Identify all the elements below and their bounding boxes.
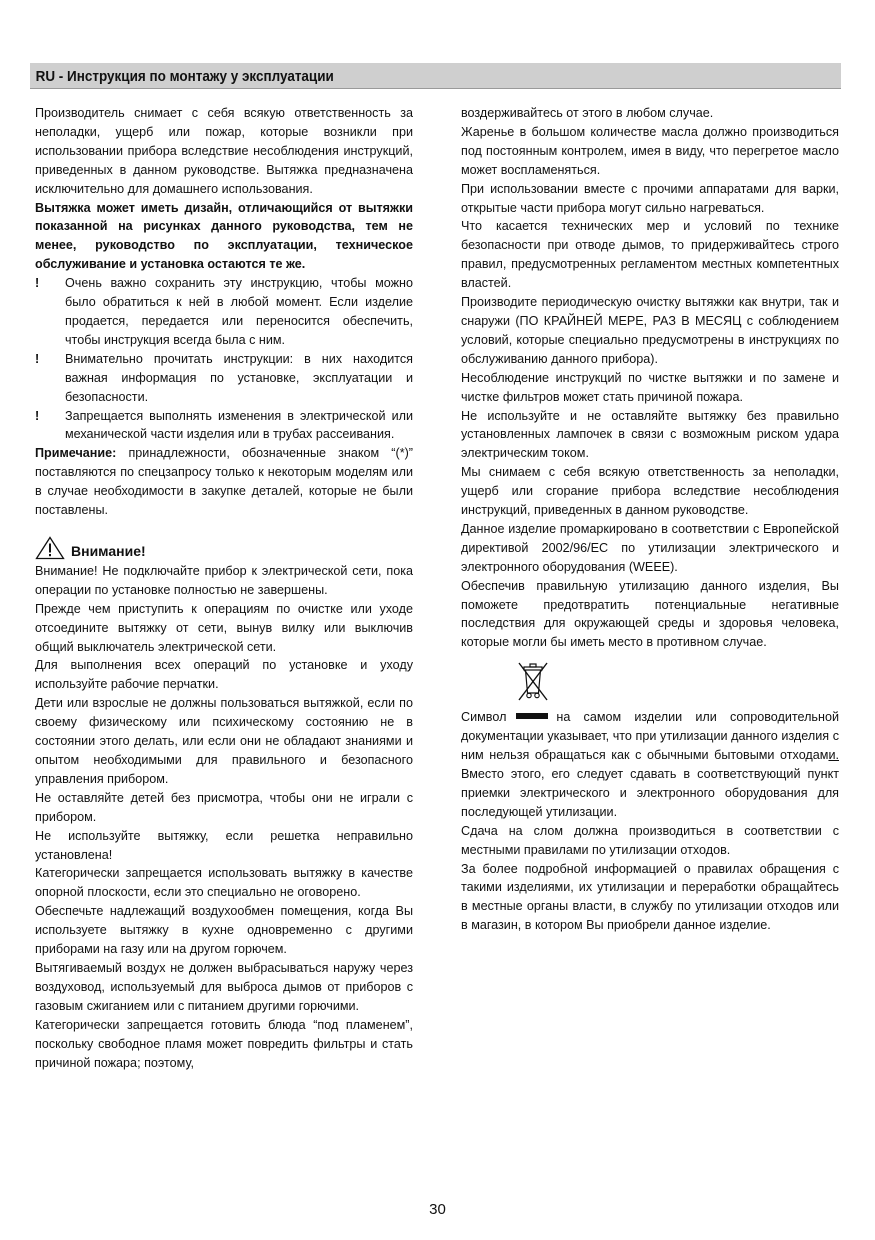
exclamation-icon: ! (35, 351, 40, 366)
safety-paragraph: Внимание! Не подключайте прибор к электрической сети, пока операции по установке полностью не завершены. (35, 563, 413, 597)
safety-paragraph: При использовании вместе с прочими аппаратами для варки, открытые части прибора могут сильно нагреваться. (461, 181, 839, 215)
bullet-text: Запрещается выполнять изменения в электрической или механической части изделия или в трубах рассеивания. (65, 408, 413, 442)
bullet-text: Очень важно сохранить эту инструкцию, чтобы можно было обратиться к ней в любой момент. Если изделие продается, передается или переносится обеспечить, чтобы инструкция всегда была с ним. (65, 276, 413, 347)
safety-paragraph: Не используйте и не оставляйте вытяжку без правильно установленных лампочек в связи с возможным риском удара электрическим током. (461, 408, 839, 461)
safety-paragraph: Дети или взрослые не должны пользоваться вытяжкой, если по своему физическому или психическому состоянию не в состоянии этого делать, или если они не обладают знаниями и опытом необходимыми для правильного и безопасного управления прибором. (35, 696, 413, 786)
note-text: принадлежности, обозначенные знаком “(*)” поставляются по спецзапросу только к некоторым моделям или в случае необходимости в закупке деталей, которые не были поставлены. (35, 446, 413, 518)
design-note-paragraph: Вытяжка может иметь дизайн, отличающийся от вытяжки показанной на рисунках данного руководства, тем не менее, руководство по эксплуатации, техническое обслуживание и установка остаются те же. (35, 200, 413, 272)
warning-triangle-icon (35, 536, 65, 560)
black-bar-symbol-icon (516, 713, 548, 719)
weee-paragraph: Данное изделие промаркировано в соответствии с Европейской директивой 2002/96/EC по утилизации электрического и электронного оборудования (WEEE). (461, 521, 839, 574)
bullet-item (35, 407, 413, 445)
weee-paragraph: Обеспечив правильную утилизацию данного изделия, Вы поможете предотвратить потенциальные негативные последствия для окружающей среды и здоровья человека, которые могли бы иметь место в противном случае. (461, 578, 839, 650)
safety-paragraph: Мы снимаем с себя всякую ответственность за неполадки, ущерб или сгорание прибора вследствие несоблюдения инструкций, приведенных в данном руководстве. (461, 465, 839, 518)
section-header (30, 63, 841, 89)
bullet-item (35, 350, 413, 407)
safety-paragraph: Категорически запрещается использовать вытяжку в качестве опорной плоскости, если это специально не оговорено. (35, 866, 413, 900)
safety-paragraph: Не используйте вытяжку, если решетка неправильно установлена! (35, 828, 413, 862)
symbol-text-underlined: и. (828, 748, 839, 763)
safety-paragraph: Вытягиваемый воздух не должен выбрасываться наружу через воздуховод, используемый для выброса дымов от приборов с газовым сжиганием или с питанием другими горючими. (35, 960, 413, 1013)
warning-heading (35, 534, 413, 560)
disposal-paragraph: За более подробной информацией о правилах обращения с такими изделиями, их утилизации и переработки обращайтесь в местные органы власти, в службу по утилизации отходов или в магазин, в котором Вы приобрели данное изделие. (461, 861, 839, 933)
safety-paragraph: Прежде чем приступить к операциям по очистке или уходе отсоедините вытяжку от сети, вынув вилку или выключив общий выключатель электрической сети. (35, 601, 413, 654)
safety-paragraph: Производите периодическую очистку вытяжки как внутри, так и снаружи (ПО КРАЙНЕЙ МЕРЕ, РАЗ В МЕСЯЦ с соблюдением условий, которые специально предусмотрены в инструкциях по обслуживанию данного прибора). (461, 295, 839, 366)
safety-paragraph: Категорически запрещается готовить блюда “под пламенем”, поскольку свободное пламя может повредить фильтры и стать причиной пожара; поэтому, (35, 1017, 413, 1070)
note-label: Примечание: (35, 446, 117, 461)
section-title: RU - Инструкция по монтажу у эксплуатации (35, 69, 334, 85)
disposal-paragraph: Сдача на слом должна производиться в соответствии с местными правилами по утилизации отходов. (461, 823, 839, 857)
liability-paragraph: Производитель снимает с себя всякую ответственность за неполадки, ущерб или пожар, которые возникли при использовании прибора вследствие несоблюдения инструкций, приведенных в данном руководстве. Вытяжка предназначена исключительно для домашнего использования. (35, 106, 413, 196)
left-column (35, 104, 413, 1072)
safety-paragraph: Что касается технических мер и условий по технике безопасности при отводе дымов, то придерживайтесь строго правил, предусмотренных регламентом местных компетентных властей. (461, 219, 839, 291)
exclamation-icon: ! (35, 408, 40, 423)
symbol-text: на самом изделии или сопроводительной документации указывает, что при утилизации данного изделия с ним нельзя обращаться как с обычными бытовыми отходам (461, 710, 839, 763)
safety-paragraph: Жаренье в большом количестве масла должно производиться под постоянным контролем, имея в виду, что перегретое масло может воспламеняться. (461, 124, 839, 177)
bullet-item (35, 274, 413, 350)
safety-paragraph: Несоблюдение инструкций по чистке вытяжки и по замене и чистке фильтров может стать причиной пожара. (461, 370, 839, 404)
symbol-text: Вместо этого, его следует сдавать в соответствующий пункт приемки электрического и электронного оборудования для последующей утилизации. (461, 767, 839, 819)
crossed-bin-svg (515, 660, 551, 702)
symbol-paragraph (461, 708, 839, 821)
symbol-word: Символ (461, 710, 507, 725)
right-column (461, 104, 839, 935)
safety-paragraph: Не оставляйте детей без присмотра, чтобы они не играли с прибором. (35, 790, 413, 824)
warning-title: Внимание! (71, 542, 146, 559)
accessory-note (35, 444, 413, 520)
safety-paragraph: Обеспечьте надлежащий воздухообмен помещения, когда Вы используете вытяжку в кухне одновременно с другими приборами на газу или на другом горючем. (35, 904, 413, 957)
bullet-text: Внимательно прочитать инструкции: в них находится важная информация по установке, эксплуатации и безопасности. (65, 351, 413, 404)
safety-paragraph: воздерживайтесь от этого в любом случае. (461, 106, 714, 120)
safety-paragraph: Для выполнения всех операций по установке и уходу используйте рабочие перчатки. (35, 658, 413, 692)
crossed-bin-icon (515, 660, 839, 702)
exclamation-icon: ! (35, 276, 40, 291)
page-number: 30 (429, 1201, 446, 1218)
